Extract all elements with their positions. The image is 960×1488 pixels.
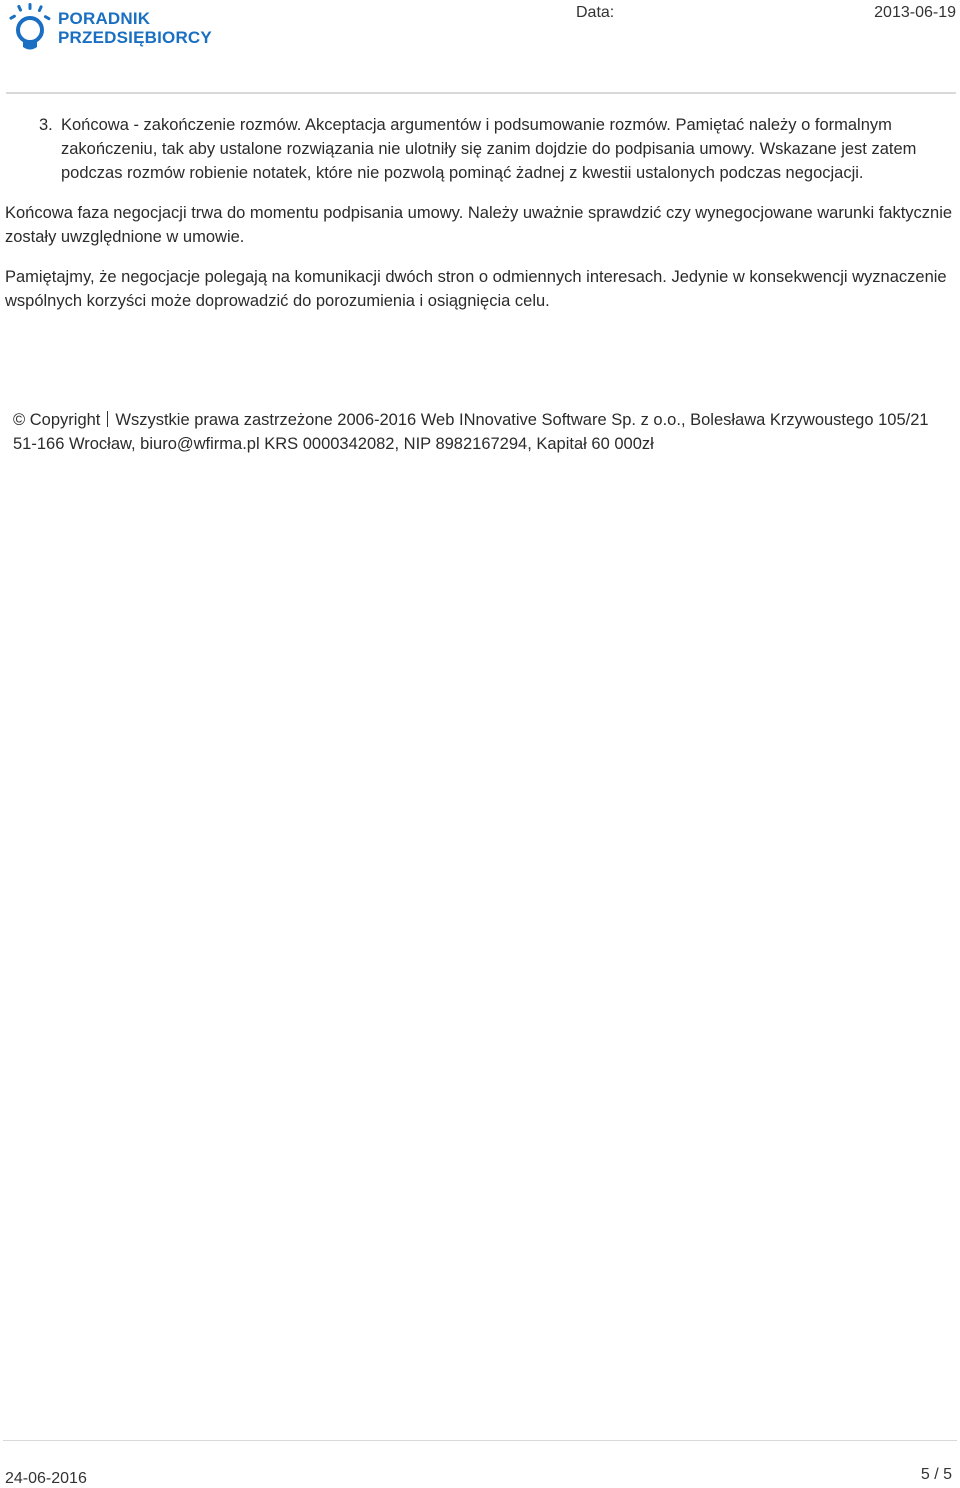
- copyright-line: [5, 408, 953, 456]
- logo-wordmark: [58, 9, 212, 47]
- date-label: Data:: [576, 4, 615, 21]
- steps-list: [0, 113, 960, 185]
- lightbulb-icon: [6, 3, 54, 55]
- copyright-label: Copyright: [29, 411, 101, 429]
- logo-line-1: PORADNIK: [58, 9, 151, 28]
- logo[interactable]: [6, 3, 246, 55]
- page-header: [0, 0, 960, 92]
- separator: [107, 411, 108, 427]
- logo-line-2: PRZEDSIĘBIORCY: [58, 28, 212, 47]
- footer-divider: [3, 1440, 957, 1441]
- list-item-text: Końcowa - zakończenie rozmów. Akceptacja argumentów i podsumowanie rozmów. Pamiętać należy o formalnym zakończeniu, tak aby ustalone rozwiązania nie ulotniły się zanim dojdzie do podpisania umowy. Wskazane jest zatem podczas rozmów robienie notatek, które nie pozwolą pominąć żadnej z kwestii ustalonych podczas negocjacji.: [61, 116, 917, 182]
- copyright-footer: [5, 408, 953, 456]
- paragraph-final-phase: Końcowa faza negocjacji trwa do momentu podpisania umowy. Należy uważnie sprawdzić czy wynegocjowane warunki faktycznie zostały uwzględnione w umowie.: [5, 204, 953, 246]
- paragraph-summary: Pamiętajmy, że negocjacje polegają na komunikacji dwóch stron o odmiennych interesach. Jedynie w konsekwencji wyznaczenie wspólnych korzyści może doprowadzić do porozumienia i osiągnięcia celu.: [5, 268, 947, 310]
- copyright-text: Wszystkie prawa zastrzeżone 2006-2016 Web INnovative Software Sp. z o.o., Bolesława Krzywoustego 105/21 51-166 Wrocław, biuro@wfirma.pl KRS 0000342082, NIP 8982167294, Kapitał 60 000zł: [13, 411, 929, 453]
- date-value: 2013-06-19: [874, 4, 956, 21]
- article-content: [0, 113, 960, 313]
- list-item-number: 3.: [39, 116, 53, 134]
- list-item: [39, 113, 950, 185]
- copyright-icon: ©: [13, 411, 26, 429]
- header-divider: [6, 92, 956, 94]
- page-number: 5 / 5: [920, 1466, 952, 1483]
- print-date: 24-06-2016: [5, 1470, 87, 1487]
